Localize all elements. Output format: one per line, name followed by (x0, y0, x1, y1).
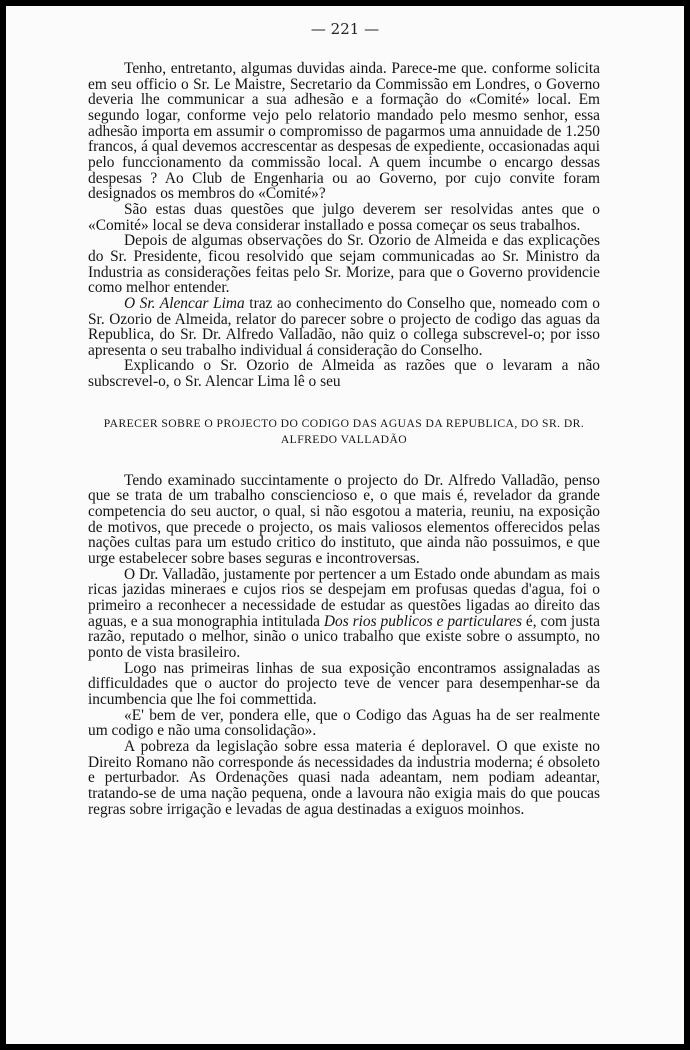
text-run: Depois de algumas observações do Sr. Ozorio de Almeida e das explicações do Sr. Presidente, ficou resolvido que sejam communicadas ao Sr. Ministro da Industria as considerações feitas pelo Sr. Morize, para que o Governo providencie como melhor entender. (88, 232, 600, 297)
page-number: — 221 — (310, 20, 380, 38)
italic-text: Dos rios publicos e particulares (323, 612, 522, 630)
text-run: O Dr. Valladão, justamente por pertencer a um Estado onde abundam as mais ricas jazidas mineraes e cujos rios se despejam em profusas quedas d'agua, foi o primeiro a reconhecer a necessidade de estudar as questões ligadas ao direito das aguas, e a sua monographia intitulada (88, 565, 600, 630)
text-run: é, com justa razão, reputado o melhor, sinão o unico trabalho que existe sobre o assumpto, no ponto de vista brasileiro. (88, 612, 600, 661)
paragraph (88, 296, 600, 359)
paragraph (88, 567, 600, 661)
section-heading: PARECER SOBRE O PROJECTO DO CODIGO DAS AGUAS DA REPUBLICA, DO SR. DR. ALFREDO VALLADÃO (103, 416, 585, 446)
text-run: Explicando o Sr. Ozorio de Almeida as razões que o levaram a não subscrevel-o, o Sr. Alencar Lima lê o seu (88, 357, 600, 391)
text-run: A pobreza da legislação sobre essa materia é deploravel. O que existe no Direito Romano não corresponde ás necessidades da industria moderna; é obsoleto e perturbador. As Ordenações quasi nada adeantam, nem podiam adeantar, tratando-se de uma nação pequena, onde a lavoura não exigia mais do que poucas regras sobre irrigação e levadas de agua destinadas a exiguos moinhos. (88, 737, 600, 818)
body-text (88, 61, 600, 817)
paragraph (88, 61, 600, 202)
paragraph (88, 661, 600, 708)
paragraph (88, 358, 600, 389)
paragraph (88, 708, 600, 739)
report-section (88, 473, 600, 817)
document-page (6, 6, 684, 1044)
text-run: «E' bem de ver, pondera elle, que o Codigo das Aguas ha de ser realmente um codigo e não uma consolidação». (88, 706, 600, 740)
text-run: Tendo examinado succintamente o projecto do Dr. Alfredo Valladão, penso que se trata de um trabalho consciencioso e, o que mais é, revelador da grande competencia do seu auctor, o qual, si não esgotou a materia, reuniu, na exposição de motivos, que precede o projecto, os mais valiosos elementos offerecidos pelas nações cultas para um estudo critico do instituto, que ainda não possuimos, e que urge estabelecer sobre bases seguras e incontroversas. (88, 471, 600, 568)
minutes-section (88, 61, 600, 390)
paragraph (88, 233, 600, 296)
paragraph (88, 202, 600, 233)
text-run: Logo nas primeiras linhas de sua exposição encontramos assignaladas as difficuldades que o auctor do projecto teve de vencer para desempenhar-se da incumbencia que lhe foi commettida. (88, 659, 600, 708)
italic-text: O Sr. Alencar Lima (124, 294, 245, 312)
paragraph (88, 739, 600, 817)
text-run: Tenho, entretanto, algumas duvidas ainda. Parece-me que. conforme solicita em seu officio o Sr. Le Maistre, Secretario da Commissão em Londres, o Governo deveria lhe communicar a sua adhesão e a formação do «Comité» local. Em segundo logar, conforme vejo pelo relatorio mandado pelo mesmo senhor, essa adhesão importa em assumir o compromisso de pagarmos uma annuidade de 1.250 francos, á qual devemos accrescentar as despesas de expediente, occasionadas aqui pelo funccionamento da commissão local. A quem incumbe o encargo dessas despesas ? Ao Club de Engenharia ou ao Governo, por cujo convite foram designados os membros do «Comité»? (88, 60, 600, 203)
paragraph (88, 473, 600, 567)
text-run: São estas duas questões que julgo deverem ser resolvidas antes que o «Comité» local se deva considerar installado e possa começar os seus trabalhos. (88, 200, 600, 234)
text-run: traz ao conhecimento do Conselho que, nomeado com o Sr. Ozorio de Almeida, relator do parecer sobre o projecto de codigo das aguas da Republica, do Sr. Dr. Alfredo Valladão, não quiz o collega subscrevel-o; por isso apresenta o seu trabalho individual á consideração do Conselho. (88, 294, 600, 359)
